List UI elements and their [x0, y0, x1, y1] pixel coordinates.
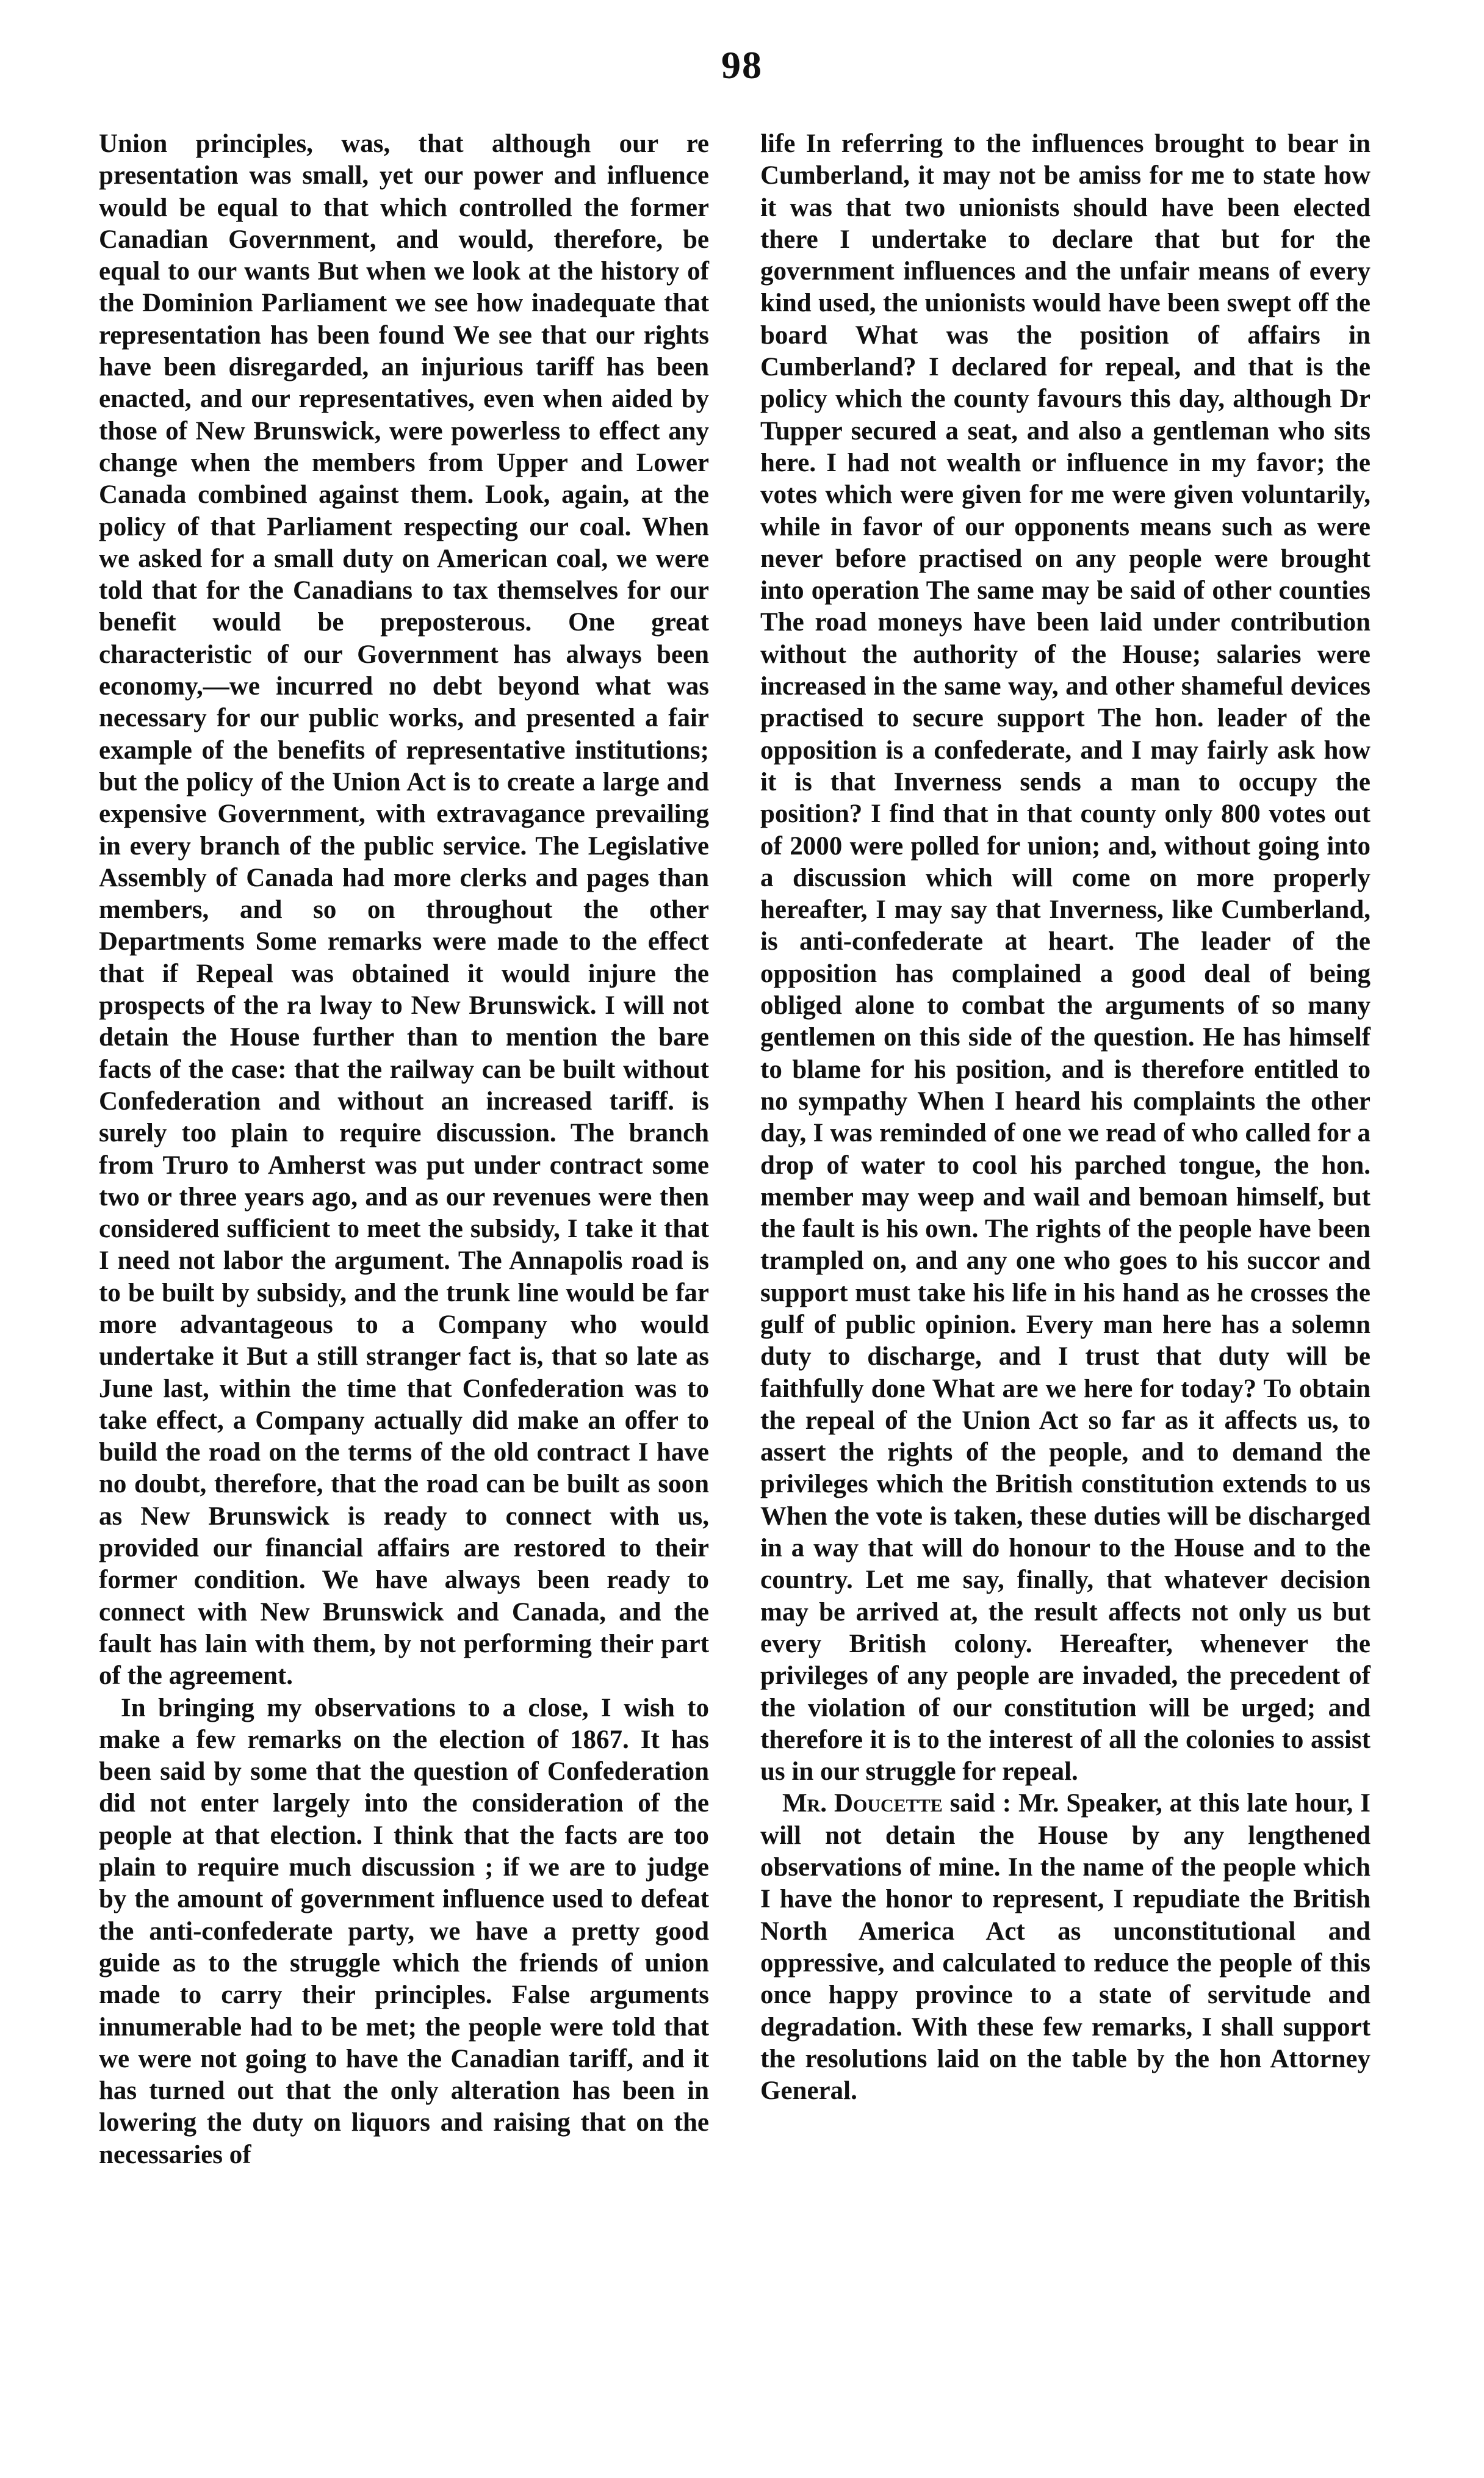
right-column [760, 128, 1371, 2107]
right-paragraph-1: life In referring to the influences brought to bear in Cumberland, it may not be amiss for me to state how it was that two unionists should have been elected there I undertake to declare that but for the government influences and the unfair means of every kind used, the unionists would have been swept off the board What was the position of affairs in Cumberland? I declared for repeal, and that is the policy which the county favours this day, although Dr Tupper secured a seat, and also a gentleman who sits here. I had not wealth or influence in my favor; the votes which were given for me were given voluntarily, while in favor of our opponents means such as were never before practised on any people were brought into operation The same may be said of other counties The road moneys have been laid under contribution without the authority of the House; salaries were increased in the same way, and other shameful devices practised to secure support The hon. leader of the opposition is a confederate, and I may fairly ask how it is that Inverness sends a man to occupy the position? I find that in that county only 800 votes out of 2000 were polled for union; and, without going into a discussion which will come on more properly hereafter, I may say that Inverness, like Cumberland, is anti-confederate at heart. The leader of the opposition has complained a good deal of being obliged alone to combat the arguments of so many gentlemen on this side of the question. He has himself to blame for his position, and is therefore entitled to no sympathy When I heard his complaints the other day, I was reminded of one we read of who called for a drop of water to cool his parched tongue, the hon. member may weep and wail and bemoan himself, but the fault is his own. The rights of the people have been trampled on, and any one who goes to his succor and support must take his life in his hand as he crosses the gulf of public opinion. Every man here has a solemn duty to discharge, and I trust that duty will be faithfully done What are we here for today? To obtain the repeal of the Union Act so far as it affects us, to assert the rights of the people, and to demand the privileges which the British constitution extends to us When the vote is taken, these duties will be discharged in a way that will do honour to the House and to the country. Let me say, finally, that whatever decision may be arrived at, the result affects not only us but every British colony. Hereafter, whenever the privileges of any people are invaded, the precedent of the violation of our constitution will be urged; and therefore it is to the interest of all the colonies to assist us in our struggle for repeal. [760, 129, 1371, 1786]
page-number: 98 [721, 43, 763, 87]
left-column [99, 128, 709, 2171]
speaker-name: Mr. Doucette [782, 1789, 943, 1818]
speech-text: Mr. Speaker, at this late hour, I will not detain the House by any lengthened observations of mine. In the name of the people which I have the honor to represent, I repudiate the British North America Act as unconstitutional and oppressive, and calculated to reduce the people of this once happy province to a state of servitude and degradation. With these few remarks, I shall support the resolutions laid on the table by the hon Attorney General. [760, 1789, 1371, 2106]
left-paragraph-2: In bringing my observations to a close, I wish to make a few remarks on the election of 1867. It has been said by some that the question of Confederation did not enter largely into the consideration of the people at that election. I think that the facts are too plain to require much discussion ; if we are to judge by the amount of government influence used to defeat the anti-confederate party, we have a pretty good guide as to the struggle which the friends of union made to carry their principles. False arguments innumerable had to be met; the people were told that we were not going to have the Canadian tariff, and it has turned out that the only alteration has been in lowering the duty on liquors and raising that on the necessaries of [99, 1693, 709, 2169]
speaker-said: said : [942, 1789, 1018, 1818]
left-paragraph-1: Union principles, was, that although our re presentation was small, yet our power and influence would be equal to that which controlled the former Canadian Government, and would, therefore, be equal to our wants But when we look at the history of the Dominion Parliament we see how inadequate that representation has been found We see that our rights have been disregarded, an injurious tariff has been enacted, and our representatives, even when aided by those of New Brunswick, were powerless to effect any change when the members from Upper and Lower Canada combined against them. Look, again, at the policy of that Parliament respecting our coal. When we asked for a small duty on American coal, we were told that for the Canadians to tax themselves for our benefit would be preposterous. One great characteristic of our Government has always been economy,—we incurred no debt beyond what was necessary for our public works, and presented a fair example of the benefits of representative institutions; but the policy of the Union Act is to create a large and expensive Government, with extravagance prevailing in every branch of the public service. The Legislative Assembly of Canada had more clerks and pages than members, and so on throughout the other Departments Some remarks were made to the effect that if Repeal was obtained it would injure the prospects of the ra lway to New Brunswick. I will not detain the House further than to mention the bare facts of the case: that the railway can be built without Confederation and without an increased tariff. is surely too plain to require discussion. The branch from Truro to Amherst was put under contract some two or three years ago, and as our revenues were then considered sufficient to meet the subsidy, I take it that I need not labor the argument. The Annapolis road is to be built by subsidy, and the trunk line would be far more advantageous to a Company who would undertake it But a still stranger fact is, that so late as June last, within the time that Confederation was to take effect, a Company actually did make an offer to build the road on the terms of the old contract I have no doubt, therefore, that the road can be built as soon as New Brunswick is ready to connect with us, provided our financial affairs are restored to their former condition. We have always been ready to connect with New Brunswick and Canada, and the fault has lain with them, by not performing their part of the agreement. [99, 129, 709, 1691]
right-paragraph-2 [760, 1788, 1371, 2107]
